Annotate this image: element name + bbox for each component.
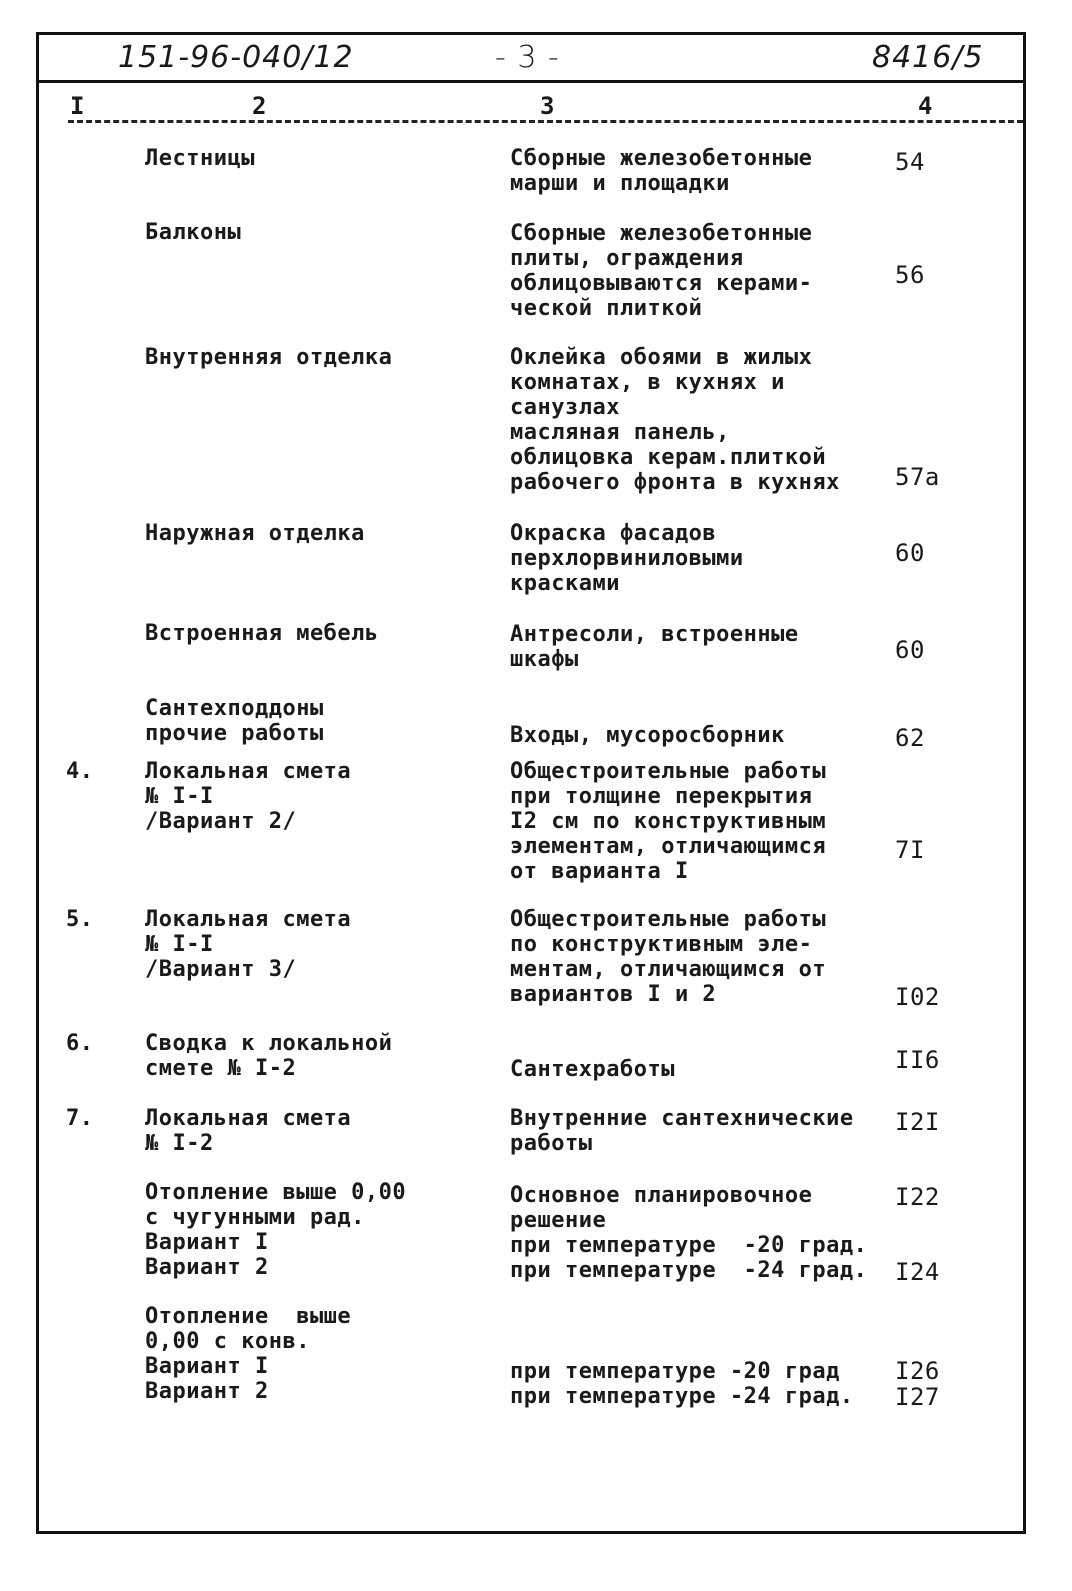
page-reference: I2I	[895, 1108, 940, 1136]
document-code: 151-96-040/12	[118, 40, 354, 75]
column-header-2: 2	[252, 92, 267, 120]
description-line: шкафы	[510, 647, 579, 672]
description-line: Окраска фасадов	[510, 521, 717, 546]
description-line: Внутренние сантехнические	[510, 1106, 854, 1131]
description-line: при температуре -24 град.	[510, 1258, 868, 1283]
description-line: решение	[510, 1208, 607, 1233]
page-reference: I24	[895, 1258, 940, 1286]
description-line: перхлорвиниловыми	[510, 546, 744, 571]
page-reference: 62	[895, 724, 925, 752]
inventory-number: 8416/5	[872, 40, 984, 75]
description-line: Общестроительные работы	[510, 907, 827, 932]
column-header-4: 4	[918, 92, 933, 120]
description-line: Основное планировочное	[510, 1183, 813, 1208]
row-number: 5.	[66, 907, 94, 932]
description-line: Сантехработы	[510, 1057, 675, 1082]
section-name-line: № I-2	[145, 1131, 214, 1156]
description-line: от варианта I	[510, 859, 689, 884]
description-line: ческой плиткой	[510, 296, 703, 321]
section-name-line: Сантехподдоны	[145, 696, 324, 721]
section-name-line: 0,00 с конв.	[145, 1329, 310, 1354]
section-name-line: Локальная смета	[145, 759, 352, 784]
description-line: при толщине перекрытия	[510, 784, 813, 809]
section-name-line: прочие работы	[145, 721, 324, 746]
section-name-line: № I-I	[145, 784, 214, 809]
description-line: Сборные железобетонные	[510, 221, 813, 246]
page-number: - 3 -	[495, 40, 560, 75]
section-name-line: /Вариант 2/	[145, 809, 297, 834]
description-line: при температуре -20 град.	[510, 1233, 868, 1258]
column-header-divider	[68, 120, 1023, 123]
section-name-line: Встроенная мебель	[145, 621, 379, 646]
section-name-line: № I-I	[145, 932, 214, 957]
page-reference: 7I	[895, 836, 925, 864]
description-line: Входы, мусоросборник	[510, 723, 785, 748]
section-name-line: Отопление выше	[145, 1304, 352, 1329]
description-line: по конструктивным эле-	[510, 932, 813, 957]
section-name-line: /Вариант 3/	[145, 957, 297, 982]
description-line: работы	[510, 1131, 593, 1156]
description-line: красками	[510, 571, 620, 596]
description-line: масляная панель,	[510, 420, 730, 445]
description-line: при температуре -24 град.	[510, 1384, 854, 1409]
section-name-line: Вариант I	[145, 1354, 269, 1379]
column-header-3: 3	[540, 92, 555, 120]
page-reference: 60	[895, 539, 925, 567]
page-reference: I22	[895, 1183, 940, 1211]
description-line: Оклейка обоями в жилых	[510, 345, 813, 370]
section-name-line: Вариант I	[145, 1230, 269, 1255]
description-line: Сборные железобетонные	[510, 146, 813, 171]
description-line: I2 см по конструктивным	[510, 809, 827, 834]
description-line: элементам, отличающимся	[510, 834, 827, 859]
section-name-line: Вариант 2	[145, 1379, 269, 1404]
description-line: облицовка керам.плиткой	[510, 445, 827, 470]
row-number: 7.	[66, 1106, 94, 1131]
page-reference: 60	[895, 636, 925, 664]
description-line: плиты, ограждения	[510, 246, 744, 271]
column-header-1: I	[70, 92, 85, 120]
description-line: Антресоли, встроенные	[510, 622, 799, 647]
page-reference: 57а	[895, 463, 940, 491]
header-divider	[36, 80, 1026, 83]
section-name-line: Локальная смета	[145, 1106, 352, 1131]
section-name-line: Балконы	[145, 220, 242, 245]
page-reference: 54	[895, 148, 925, 176]
description-line: санузлах	[510, 395, 620, 420]
section-name-line: Внутренняя отделка	[145, 345, 393, 370]
section-name-line: с чугунными рад.	[145, 1205, 365, 1230]
page-reference: I27	[895, 1383, 940, 1411]
description-line: при температуре -20 град	[510, 1359, 840, 1384]
page-reference: I02	[895, 983, 940, 1011]
description-line: марши и площадки	[510, 171, 730, 196]
description-line: рабочего фронта в кухнях	[510, 470, 840, 495]
page-reference: II6	[895, 1046, 940, 1074]
section-name-line: Локальная смета	[145, 907, 352, 932]
section-name-line: Отопление выше 0,00	[145, 1180, 407, 1205]
section-name-line: смете № I-2	[145, 1056, 297, 1081]
page-reference: 56	[895, 261, 925, 289]
row-number: 6.	[66, 1031, 94, 1056]
section-name-line: Лестницы	[145, 146, 255, 171]
section-name-line: Наружная отделка	[145, 521, 365, 546]
row-number: 4.	[66, 759, 94, 784]
description-line: Общестроительные работы	[510, 759, 827, 784]
page-reference: I26	[895, 1357, 940, 1385]
section-name-line: Сводка к локальной	[145, 1031, 393, 1056]
section-name-line: Вариант 2	[145, 1255, 269, 1280]
description-line: вариантов I и 2	[510, 982, 717, 1007]
description-line: комнатах, в кухнях и	[510, 370, 785, 395]
description-line: ментам, отличающимся от	[510, 957, 827, 982]
description-line: облицовываются керами-	[510, 271, 813, 296]
